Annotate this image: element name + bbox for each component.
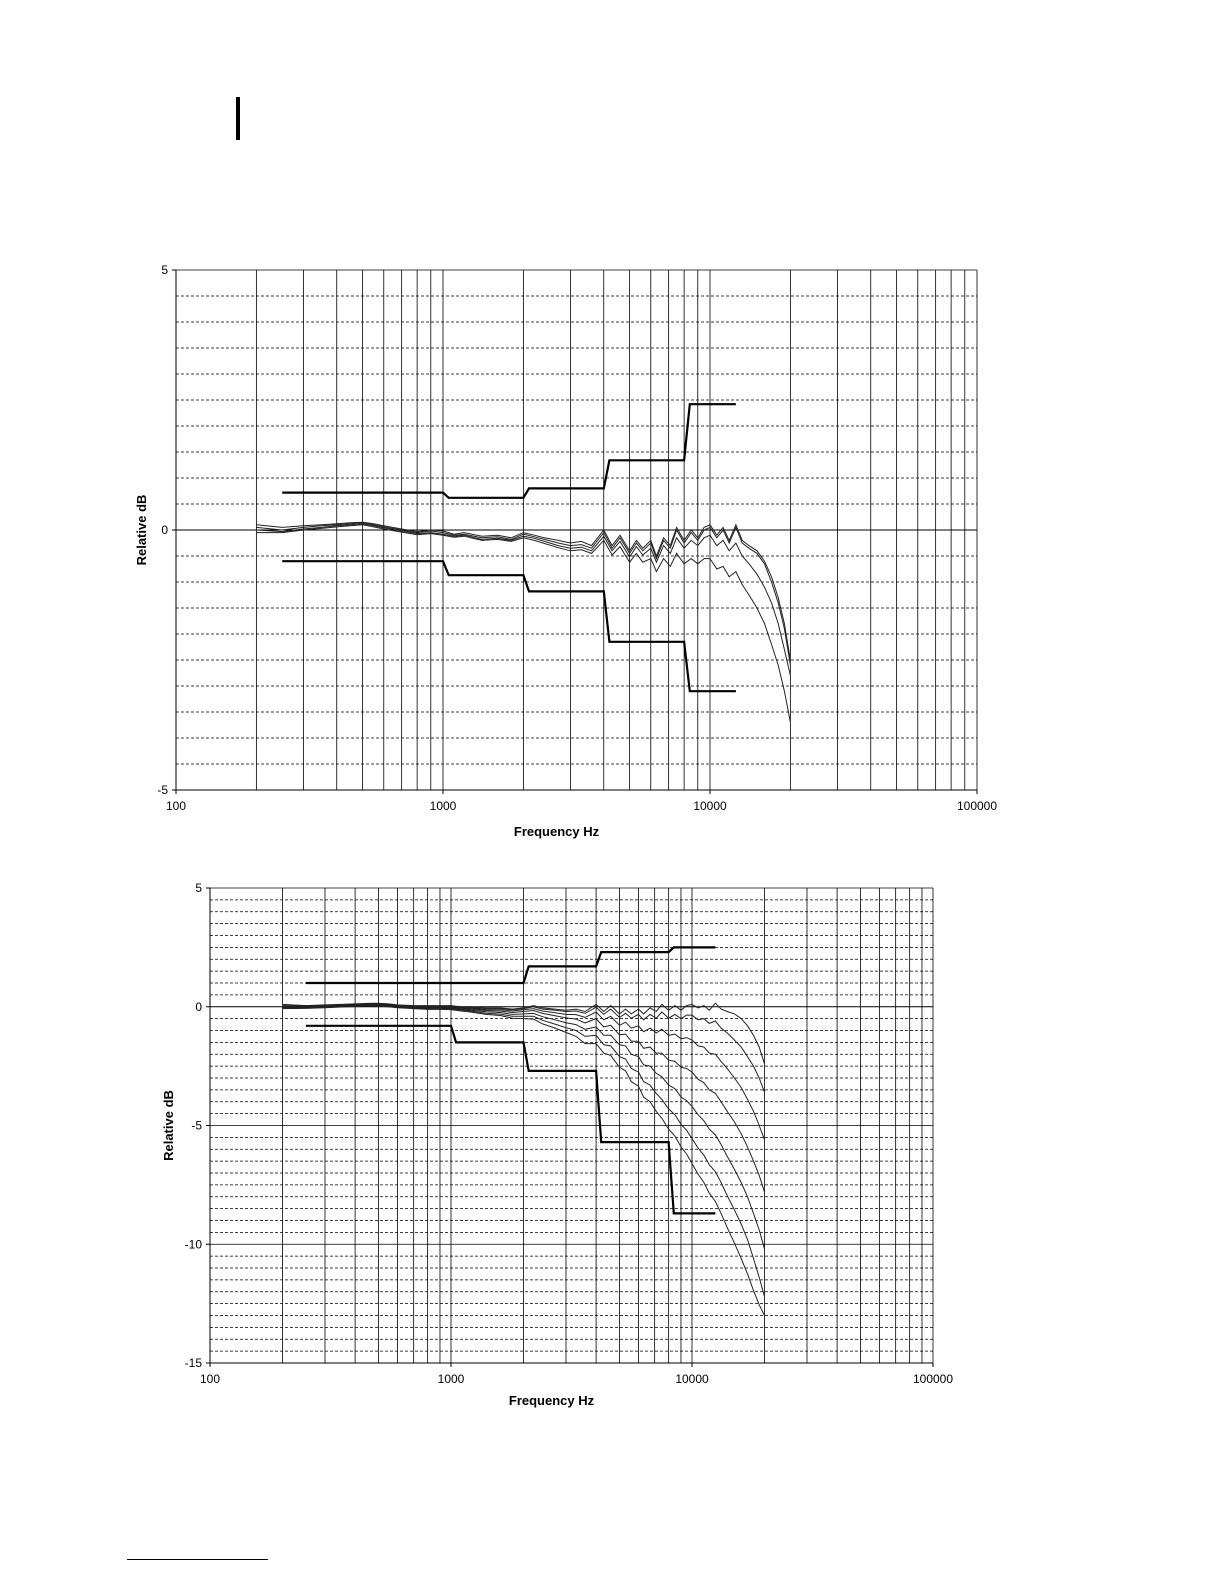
y-tick-label: 5 [161,263,168,277]
x-tick-label: 1000 [437,1372,465,1386]
upper-tolerance-line [306,947,716,983]
y-tick-label: -15 [184,1356,202,1370]
y-tick-label: 0 [195,999,202,1014]
footnote-rule [127,1559,268,1560]
y-tick-label: -10 [184,1237,202,1252]
y-tick-label: -5 [191,1118,202,1133]
x-tick-label: 100000 [912,1372,954,1386]
x-tick-label: 10000 [693,799,727,813]
y-tick-label: -5 [157,783,168,797]
y-tick-label: 5 [195,881,202,895]
y-tick-label: 0 [161,523,168,537]
x-tick-label: 100000 [956,799,998,813]
y-axis-title: Relative dB [134,494,149,566]
x-axis-title: Frequency Hz [513,824,600,839]
x-tick-label: 10000 [675,1372,709,1386]
x-tick-label: 100 [199,1372,221,1386]
x-tick-label: 100 [165,799,187,813]
x-tick-label: 1000 [429,799,457,813]
x-axis-title: Frequency Hz [508,1393,595,1408]
y-axis-title: Relative dB [161,1090,176,1161]
